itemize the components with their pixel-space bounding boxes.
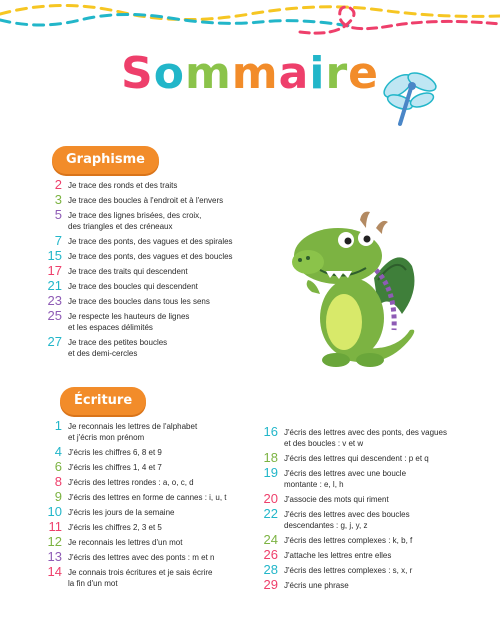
toc-entry[interactable] <box>40 445 260 458</box>
page-number: 27 <box>47 334 62 349</box>
entry-title: Je reconnais les lettres de l'alphabet et j'écris mon prénom <box>68 422 198 442</box>
page-number: 21 <box>47 278 62 293</box>
title-letter: m <box>231 48 279 99</box>
entry-title: Je trace des ronds et des traits <box>68 181 178 190</box>
title-letter: m <box>184 48 232 99</box>
toc-entry[interactable] <box>40 520 260 533</box>
graphisme-list <box>40 178 270 361</box>
page-number: 2 <box>54 177 62 192</box>
entry-title: Je trace des boucles dans tous les sens <box>68 297 210 306</box>
page-number: 6 <box>54 459 62 474</box>
entry-title: J'écris des lettres avec une boucle montante : e, l, h <box>284 469 407 489</box>
title-letter: o <box>153 48 185 99</box>
entry-title: Je trace des boucles qui descendent <box>68 282 198 291</box>
page-number: 23 <box>47 293 62 308</box>
toc-entry[interactable] <box>40 475 260 488</box>
entry-title: J'écris des lettres en forme de cannes : i, u, t <box>68 493 227 502</box>
page-title <box>0 48 500 100</box>
entry-title: J'écris des lettres rondes : a, o, c, d <box>68 478 194 487</box>
toc-entry[interactable] <box>256 548 496 561</box>
page-number: 12 <box>47 534 62 549</box>
page-number: 25 <box>47 308 62 323</box>
page-number: 20 <box>263 491 278 506</box>
toc-entry[interactable] <box>40 264 270 277</box>
entry-title: J'écris les chiffres 6, 8 et 9 <box>68 448 162 457</box>
toc-entry[interactable] <box>256 563 496 576</box>
toc-entry[interactable] <box>256 507 496 531</box>
toc-entry[interactable] <box>256 492 496 505</box>
toc-entry[interactable] <box>40 460 260 473</box>
entry-title: J'écris les jours de la semaine <box>68 508 175 517</box>
toc-entry[interactable] <box>256 451 496 464</box>
entry-title: Je trace des lignes brisées, des croix, des triangles et des créneaux <box>68 211 202 231</box>
title-letter: S <box>121 48 154 99</box>
entry-title: Je trace des traits qui descendent <box>68 267 188 276</box>
page-number: 18 <box>263 450 278 465</box>
title-letter: i <box>309 48 326 99</box>
entry-title: J'écris des lettres avec des ponts : m et n <box>68 553 215 562</box>
entry-title: Je trace des petites boucles et des demi-cercles <box>68 338 168 358</box>
toc-entry[interactable] <box>40 550 260 563</box>
toc-entry[interactable] <box>256 578 496 591</box>
page-number: 1 <box>54 418 62 433</box>
page-number: 16 <box>263 424 278 439</box>
toc-entry[interactable] <box>40 294 270 307</box>
page-number: 11 <box>48 519 62 534</box>
page-number: 5 <box>54 207 62 222</box>
entry-title: Je reconnais les lettres d'un mot <box>68 538 183 547</box>
section-heading-ecriture: Écriture <box>60 387 146 415</box>
page-number: 22 <box>263 506 278 521</box>
entry-title: Je trace des ponts, des vagues et des boucles <box>68 252 233 261</box>
toc-entry[interactable] <box>40 208 270 232</box>
toc-entry[interactable] <box>40 335 270 359</box>
page-number: 13 <box>47 549 62 564</box>
entry-title: J'écris des lettres avec des ponts, des vagues et des boucles : v et w <box>284 428 447 448</box>
entry-title: J'écris des lettres complexes : s, x, r <box>284 566 413 575</box>
dragon-illustration <box>286 210 426 372</box>
toc-entry[interactable] <box>40 535 260 548</box>
toc-entry[interactable] <box>40 178 270 191</box>
entry-title: J'écris des lettres qui descendent : p et q <box>284 454 429 463</box>
page-number: 10 <box>47 504 62 519</box>
entry-title: J'écris des lettres avec des boucles descendantes : g, j, y, z <box>284 510 410 530</box>
toc-entry[interactable] <box>256 466 496 490</box>
toc-entry[interactable] <box>40 505 260 518</box>
entry-title: J'écris les chiffres 1, 4 et 7 <box>68 463 162 472</box>
page-number: 9 <box>54 489 62 504</box>
toc-entry[interactable] <box>256 533 496 546</box>
page-number: 8 <box>54 474 62 489</box>
page-number: 29 <box>263 577 278 592</box>
toc-entry[interactable] <box>40 565 260 589</box>
toc-entry[interactable] <box>40 419 260 443</box>
ecriture-list-column-1 <box>40 419 260 591</box>
page-number: 17 <box>47 263 62 278</box>
entry-title: Je trace des ponts, des vagues et des spirales <box>68 237 233 246</box>
entry-title: J'attache les lettres entre elles <box>284 551 392 560</box>
toc-entry[interactable] <box>40 249 270 262</box>
toc-entry[interactable] <box>40 490 260 503</box>
entry-title: Je trace des boucles à l'endroit et à l'envers <box>68 196 224 205</box>
entry-title: J'écris les chiffres 2, 3 et 5 <box>68 523 162 532</box>
toc-entry[interactable] <box>40 234 270 247</box>
entry-title: J'associe des mots qui riment <box>284 495 389 504</box>
page-number: 15 <box>47 248 62 263</box>
page-number: 14 <box>47 564 62 579</box>
section-heading-graphisme: Graphisme <box>52 146 159 174</box>
title-letter: e <box>348 48 379 99</box>
ecriture-list-column-2 <box>256 425 496 593</box>
toc-entry[interactable] <box>40 309 270 333</box>
page-number: 26 <box>263 547 278 562</box>
page-number: 24 <box>263 532 278 547</box>
page-number: 28 <box>263 562 278 577</box>
entry-title: J'écris des lettres complexes : k, b, f <box>284 536 413 545</box>
page-number: 4 <box>54 444 62 459</box>
page-number: 3 <box>54 192 62 207</box>
toc-entry[interactable] <box>256 425 496 449</box>
toc-entry[interactable] <box>40 279 270 292</box>
toc-entry[interactable] <box>40 193 270 206</box>
page-number: 7 <box>54 233 62 248</box>
entry-title: Je respecte les hauteurs de lignes et les espaces délimités <box>68 312 190 332</box>
title-letter: r <box>325 48 349 99</box>
entry-title: Je connais trois écritures et je sais écrire la fin d'un mot <box>68 568 213 588</box>
title-letter: a <box>278 48 310 99</box>
entry-title: J'écris une phrase <box>284 581 349 590</box>
page-number: 19 <box>263 465 278 480</box>
